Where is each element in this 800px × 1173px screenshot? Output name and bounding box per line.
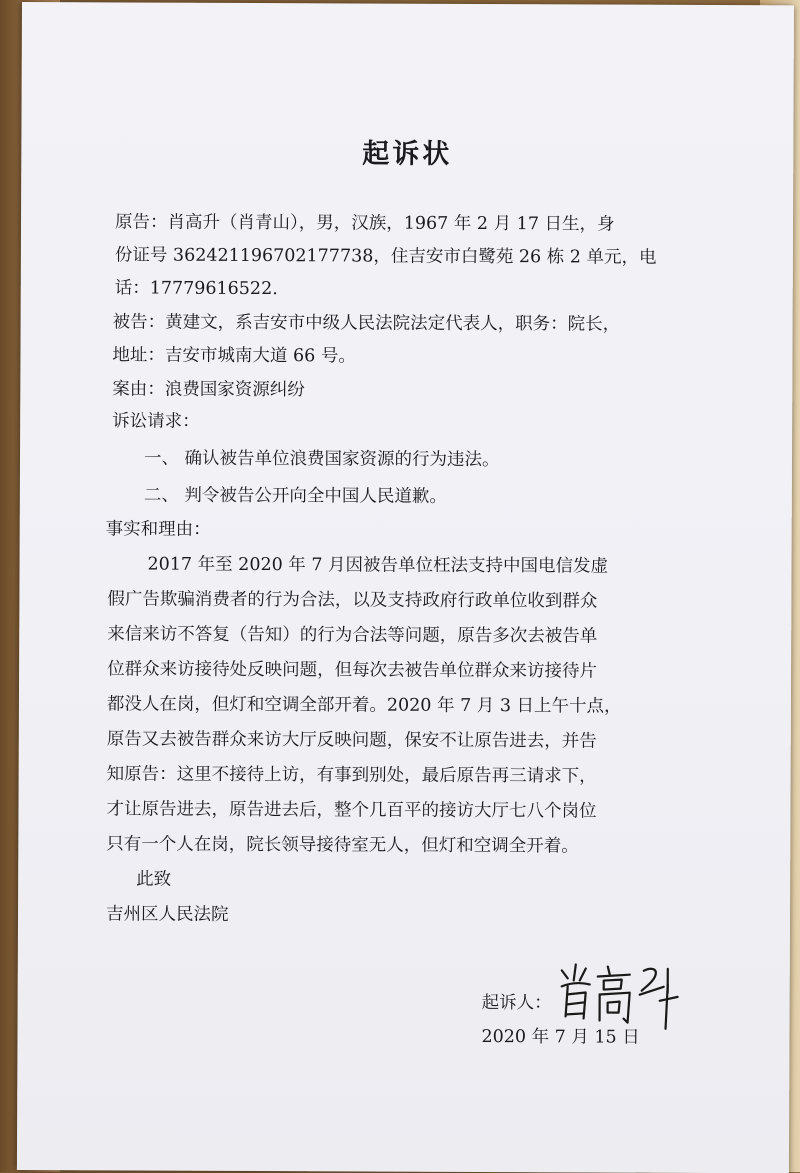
complaint-document xyxy=(17,2,794,1173)
claim-item-1: 一、 确认被告单位浪费国家资源的行为违法。 xyxy=(143,448,500,471)
signer-label: 起诉人： xyxy=(481,993,552,1014)
signing-date: 2020 年 7 月 15 日 xyxy=(481,1027,640,1048)
facts-line-5: 都没人在岗，但灯和空调全部开着。2020 年 7 月 3 日上午十点， xyxy=(106,694,622,717)
document-title: 起诉状 xyxy=(362,138,453,170)
facts-line-6: 原告又去被告群众来访大厅反映问题，保安不让原告进去，并告 xyxy=(106,729,597,752)
facts-line-3: 来信来访不答复（告知）的行为合法等问题，原告多次去被告单 xyxy=(107,624,598,647)
defendant-line-2: 地址：吉安市城南大道 66 号。 xyxy=(112,345,356,367)
plaintiff-line-1: 原告：肖高升（肖青山），男，汉族，1967 年 2 月 17 日生，身 xyxy=(114,212,615,235)
closing-salutation: 此致 xyxy=(136,869,172,890)
facts-line-1: 2017 年至 2020 年 7 月因被告单位枉法支持中国电信发虚 xyxy=(147,554,609,577)
facts-line-2: 假广告欺骗消费者的行为合法，以及支持政府行政单位收到群众 xyxy=(107,589,598,612)
plaintiff-line-2: 份证号 362421196702177738，住吉安市白鹭苑 26 栋 2 单元，电 xyxy=(114,245,657,268)
facts-line-8: 才让原告进去，原告进去后，整个几百平的接访大厅七八个岗位 xyxy=(106,799,597,822)
claims-heading: 诉讼请求： xyxy=(112,411,200,432)
facts-line-4: 位群众来访接待处反映问题，但每次去被告单位群众来访接待片 xyxy=(107,659,598,682)
defendant-line-1: 被告：黄建文，系吉安市中级人民法院法定代表人，职务：院长， xyxy=(112,312,621,335)
facts-heading: 事实和理由： xyxy=(105,519,211,540)
facts-line-7: 知原告：这里不接待上访，有事到别处，最后原告再三请求下， xyxy=(106,764,597,787)
plaintiff-line-3: 话：17779616522. xyxy=(114,278,278,300)
court-addressee: 吉州区人民法院 xyxy=(105,904,229,925)
claim-item-2: 二、 判令被告公开向全中国人民道歉。 xyxy=(143,485,447,507)
facts-line-9: 只有一个人在岗，院长领导接待室无人，但灯和空调全开着。 xyxy=(106,834,579,857)
cause-of-action: 案由：浪费国家资源纠纷 xyxy=(112,379,305,401)
